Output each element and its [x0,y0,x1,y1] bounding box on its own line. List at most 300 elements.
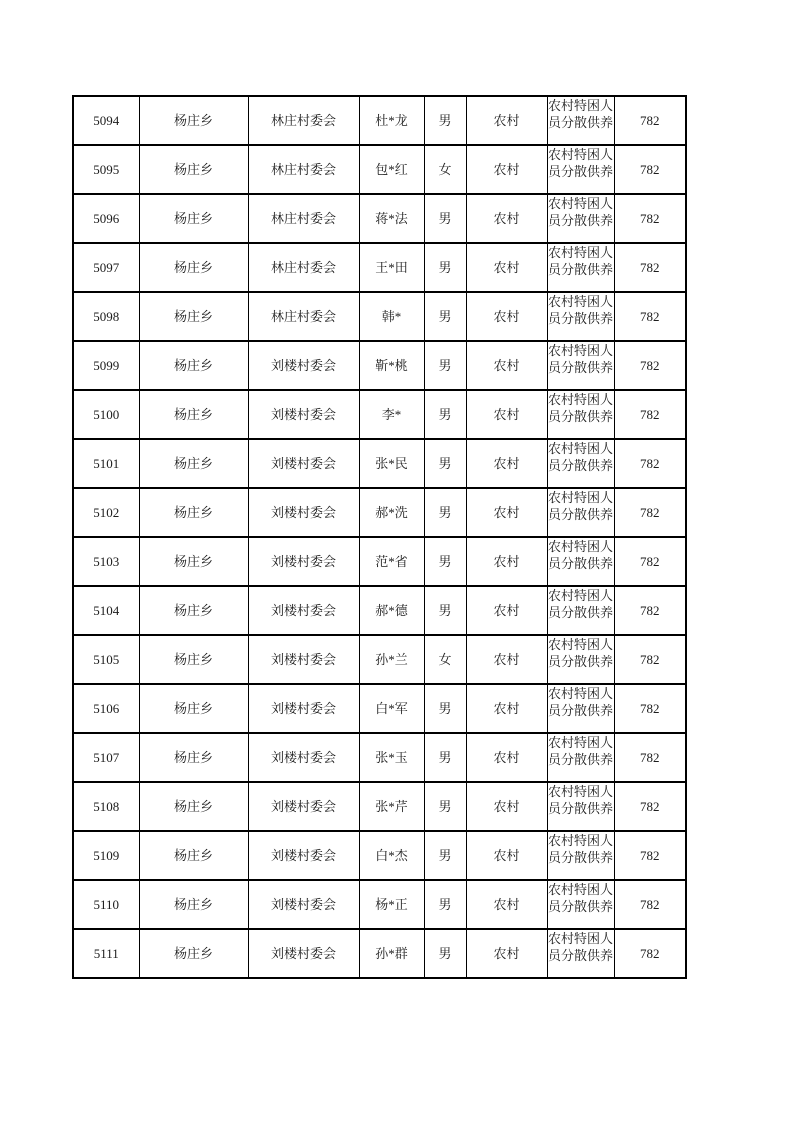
village-text: 刘楼村委会 [270,945,336,961]
cell-aid_type [547,194,614,243]
area-text: 农村 [493,406,520,422]
cell-name [359,390,424,439]
gender-text: 男 [438,896,452,912]
cell-township [139,929,248,978]
cell-village [248,586,359,635]
cell-aid_type [547,488,614,537]
table-row [73,194,686,243]
name-text: 范*省 [375,553,408,569]
seq-text: 5097 [93,259,120,275]
cell-seq [73,96,139,145]
cell-aid_type [547,145,614,194]
seq-text: 5098 [93,308,120,324]
township-text: 杨庄乡 [173,308,213,324]
amount-text: 782 [640,308,660,324]
village-text: 刘楼村委会 [270,455,336,471]
name-text: 杨*正 [375,896,408,912]
cell-name [359,243,424,292]
cell-township [139,145,248,194]
area-text: 农村 [493,259,520,275]
cell-area [466,390,547,439]
cell-name [359,145,424,194]
seq-text: 5104 [93,602,120,618]
township-text: 杨庄乡 [173,357,213,373]
seq-text: 5111 [93,945,119,961]
table-row [73,488,686,537]
cell-aid_type [547,635,614,684]
seq-text: 5108 [93,798,120,814]
village-text: 刘楼村委会 [270,798,336,814]
cell-gender [424,292,466,341]
cell-name [359,831,424,880]
township-text: 杨庄乡 [173,749,213,765]
cell-gender [424,733,466,782]
cell-area [466,537,547,586]
cell-township [139,733,248,782]
cell-amount [614,439,686,488]
cell-area [466,929,547,978]
cell-village [248,488,359,537]
township-text: 杨庄乡 [173,259,213,275]
cell-aid_type [547,537,614,586]
cell-township [139,243,248,292]
area-text: 农村 [493,455,520,471]
cell-amount [614,880,686,929]
village-text: 刘楼村委会 [270,553,336,569]
cell-name [359,880,424,929]
cell-village [248,439,359,488]
cell-area [466,880,547,929]
cell-village [248,194,359,243]
aid-type-text: 农村特困人员分散供养 [547,245,613,277]
cell-seq [73,586,139,635]
gender-text: 男 [438,602,452,618]
area-text: 农村 [493,161,520,177]
aid-type-text: 农村特困人员分散供养 [547,294,613,326]
aid-type-text: 农村特困人员分散供养 [547,588,613,620]
amount-text: 782 [640,602,660,618]
cell-village [248,145,359,194]
cell-township [139,586,248,635]
cell-township [139,96,248,145]
cell-township [139,390,248,439]
cell-village [248,684,359,733]
cell-seq [73,831,139,880]
cell-aid_type [547,390,614,439]
cell-gender [424,880,466,929]
cell-township [139,341,248,390]
table-row [73,292,686,341]
cell-name [359,439,424,488]
area-text: 农村 [493,308,520,324]
cell-amount [614,929,686,978]
cell-area [466,145,547,194]
village-text: 刘楼村委会 [270,896,336,912]
amount-text: 782 [640,798,660,814]
cell-aid_type [547,439,614,488]
cell-seq [73,880,139,929]
table-row [73,831,686,880]
gender-text: 女 [438,651,452,667]
cell-amount [614,586,686,635]
cell-amount [614,684,686,733]
seq-text: 5095 [93,161,120,177]
cell-township [139,439,248,488]
records-table [72,95,687,979]
village-text: 林庄村委会 [270,259,336,275]
cell-village [248,929,359,978]
township-text: 杨庄乡 [173,161,213,177]
seq-text: 5099 [93,357,120,373]
amount-text: 782 [640,259,660,275]
cell-name [359,635,424,684]
township-text: 杨庄乡 [173,504,213,520]
cell-area [466,635,547,684]
area-text: 农村 [493,749,520,765]
cell-seq [73,929,139,978]
cell-name [359,733,424,782]
aid-type-text: 农村特困人员分散供养 [547,490,613,522]
cell-name [359,292,424,341]
cell-area [466,96,547,145]
area-text: 农村 [493,112,520,128]
village-text: 刘楼村委会 [270,700,336,716]
cell-aid_type [547,586,614,635]
village-text: 刘楼村委会 [270,847,336,863]
cell-area [466,831,547,880]
cell-gender [424,488,466,537]
cell-amount [614,194,686,243]
village-text: 刘楼村委会 [270,504,336,520]
table-row [73,880,686,929]
cell-gender [424,341,466,390]
township-text: 杨庄乡 [173,406,213,422]
cell-aid_type [547,243,614,292]
amount-text: 782 [640,553,660,569]
table-row [73,586,686,635]
cell-gender [424,439,466,488]
cell-township [139,880,248,929]
seq-text: 5110 [93,896,120,912]
cell-name [359,586,424,635]
cell-name [359,537,424,586]
area-text: 农村 [493,602,520,618]
name-text: 白*军 [375,700,408,716]
seq-text: 5107 [93,749,120,765]
village-text: 林庄村委会 [270,161,336,177]
cell-amount [614,390,686,439]
table-row [73,341,686,390]
cell-name [359,684,424,733]
cell-amount [614,635,686,684]
village-text: 刘楼村委会 [270,749,336,765]
cell-seq [73,733,139,782]
gender-text: 男 [438,945,452,961]
cell-area [466,488,547,537]
gender-text: 男 [438,700,452,716]
cell-seq [73,635,139,684]
name-text: 孙*群 [375,945,408,961]
aid-type-text: 农村特困人员分散供养 [547,441,613,473]
name-text: 蒋*法 [375,210,408,226]
amount-text: 782 [640,945,660,961]
cell-township [139,831,248,880]
village-text: 刘楼村委会 [270,602,336,618]
cell-village [248,96,359,145]
gender-text: 男 [438,798,452,814]
cell-area [466,586,547,635]
amount-text: 782 [640,896,660,912]
seq-text: 5106 [93,700,120,716]
cell-area [466,243,547,292]
cell-gender [424,684,466,733]
records-body [73,96,686,978]
cell-seq [73,390,139,439]
gender-text: 男 [438,455,452,471]
cell-seq [73,684,139,733]
aid-type-text: 农村特困人员分散供养 [547,833,613,865]
aid-type-text: 农村特困人员分散供养 [547,196,613,228]
cell-gender [424,194,466,243]
gender-text: 男 [438,749,452,765]
aid-type-text: 农村特困人员分散供养 [547,931,613,963]
township-text: 杨庄乡 [173,602,213,618]
cell-village [248,782,359,831]
area-text: 农村 [493,700,520,716]
aid-type-text: 农村特困人员分散供养 [547,539,613,571]
amount-text: 782 [640,504,660,520]
cell-village [248,831,359,880]
aid-type-text: 农村特困人员分散供养 [547,343,613,375]
gender-text: 男 [438,112,452,128]
cell-village [248,635,359,684]
cell-village [248,341,359,390]
township-text: 杨庄乡 [173,112,213,128]
name-text: 孙*兰 [375,651,408,667]
amount-text: 782 [640,406,660,422]
gender-text: 男 [438,210,452,226]
township-text: 杨庄乡 [173,700,213,716]
cell-gender [424,390,466,439]
table-row [73,145,686,194]
cell-seq [73,292,139,341]
amount-text: 782 [640,651,660,667]
cell-seq [73,488,139,537]
cell-amount [614,831,686,880]
cell-gender [424,929,466,978]
name-text: 白*杰 [375,847,408,863]
area-text: 农村 [493,945,520,961]
cell-village [248,880,359,929]
cell-gender [424,586,466,635]
cell-area [466,782,547,831]
cell-seq [73,341,139,390]
table-row [73,439,686,488]
cell-gender [424,537,466,586]
cell-township [139,194,248,243]
township-text: 杨庄乡 [173,896,213,912]
cell-amount [614,341,686,390]
gender-text: 男 [438,308,452,324]
township-text: 杨庄乡 [173,553,213,569]
table-row [73,390,686,439]
cell-name [359,782,424,831]
cell-area [466,341,547,390]
cell-gender [424,243,466,292]
aid-type-text: 农村特困人员分散供养 [547,637,613,669]
seq-text: 5101 [93,455,120,471]
township-text: 杨庄乡 [173,455,213,471]
gender-text: 男 [438,357,452,373]
aid-type-text: 农村特困人员分散供养 [547,735,613,767]
cell-gender [424,635,466,684]
cell-name [359,341,424,390]
area-text: 农村 [493,798,520,814]
cell-township [139,292,248,341]
name-text: 杜*龙 [375,112,408,128]
cell-village [248,537,359,586]
cell-amount [614,782,686,831]
cell-seq [73,194,139,243]
cell-township [139,782,248,831]
cell-aid_type [547,96,614,145]
amount-text: 782 [640,700,660,716]
cell-seq [73,145,139,194]
cell-township [139,635,248,684]
name-text: 王*田 [375,259,408,275]
cell-seq [73,439,139,488]
area-text: 农村 [493,357,520,373]
cell-aid_type [547,684,614,733]
name-text: 郝*洗 [375,504,408,520]
cell-village [248,733,359,782]
gender-text: 男 [438,259,452,275]
seq-text: 5094 [93,112,120,128]
aid-type-text: 农村特困人员分散供养 [547,392,613,424]
name-text: 韩* [381,308,402,324]
table-row [73,537,686,586]
cell-amount [614,537,686,586]
cell-village [248,390,359,439]
cell-area [466,684,547,733]
cell-aid_type [547,292,614,341]
table-row [73,733,686,782]
cell-amount [614,292,686,341]
name-text: 郝*德 [375,602,408,618]
amount-text: 782 [640,112,660,128]
cell-seq [73,782,139,831]
amount-text: 782 [640,749,660,765]
cell-aid_type [547,880,614,929]
cell-amount [614,145,686,194]
village-text: 林庄村委会 [270,112,336,128]
seq-text: 5109 [93,847,120,863]
cell-area [466,194,547,243]
cell-seq [73,537,139,586]
village-text: 刘楼村委会 [270,357,336,373]
name-text: 靳*桃 [375,357,408,373]
gender-text: 男 [438,847,452,863]
aid-type-text: 农村特困人员分散供养 [547,686,613,718]
village-text: 林庄村委会 [270,308,336,324]
gender-text: 男 [438,406,452,422]
village-text: 刘楼村委会 [270,651,336,667]
table-row [73,635,686,684]
cell-gender [424,145,466,194]
cell-gender [424,831,466,880]
name-text: 张*玉 [375,749,408,765]
township-text: 杨庄乡 [173,210,213,226]
name-text: 包*红 [375,161,408,177]
area-text: 农村 [493,847,520,863]
cell-gender [424,782,466,831]
area-text: 农村 [493,553,520,569]
cell-amount [614,733,686,782]
cell-amount [614,96,686,145]
table-row [73,929,686,978]
cell-name [359,194,424,243]
cell-name [359,96,424,145]
cell-aid_type [547,929,614,978]
aid-type-text: 农村特困人员分散供养 [547,784,613,816]
cell-gender [424,96,466,145]
amount-text: 782 [640,210,660,226]
area-text: 农村 [493,210,520,226]
township-text: 杨庄乡 [173,945,213,961]
table-row [73,684,686,733]
amount-text: 782 [640,161,660,177]
cell-village [248,292,359,341]
gender-text: 男 [438,504,452,520]
village-text: 刘楼村委会 [270,406,336,422]
cell-area [466,733,547,782]
cell-area [466,292,547,341]
table-row [73,782,686,831]
seq-text: 5096 [93,210,120,226]
seq-text: 5103 [93,553,120,569]
gender-text: 女 [438,161,452,177]
township-text: 杨庄乡 [173,798,213,814]
township-text: 杨庄乡 [173,651,213,667]
cell-village [248,243,359,292]
seq-text: 5105 [93,651,120,667]
table-row [73,243,686,292]
seq-text: 5100 [93,406,120,422]
seq-text: 5102 [93,504,120,520]
amount-text: 782 [640,455,660,471]
area-text: 农村 [493,504,520,520]
area-text: 农村 [493,896,520,912]
name-text: 李* [381,406,402,422]
amount-text: 782 [640,357,660,373]
township-text: 杨庄乡 [173,847,213,863]
cell-name [359,488,424,537]
name-text: 张*民 [375,455,408,471]
cell-aid_type [547,782,614,831]
cell-aid_type [547,341,614,390]
gender-text: 男 [438,553,452,569]
name-text: 张*芹 [375,798,408,814]
aid-type-text: 农村特困人员分散供养 [547,147,613,179]
amount-text: 782 [640,847,660,863]
cell-aid_type [547,733,614,782]
village-text: 林庄村委会 [270,210,336,226]
cell-area [466,439,547,488]
aid-type-text: 农村特困人员分散供养 [547,98,613,130]
table-row [73,96,686,145]
cell-township [139,537,248,586]
cell-seq [73,243,139,292]
